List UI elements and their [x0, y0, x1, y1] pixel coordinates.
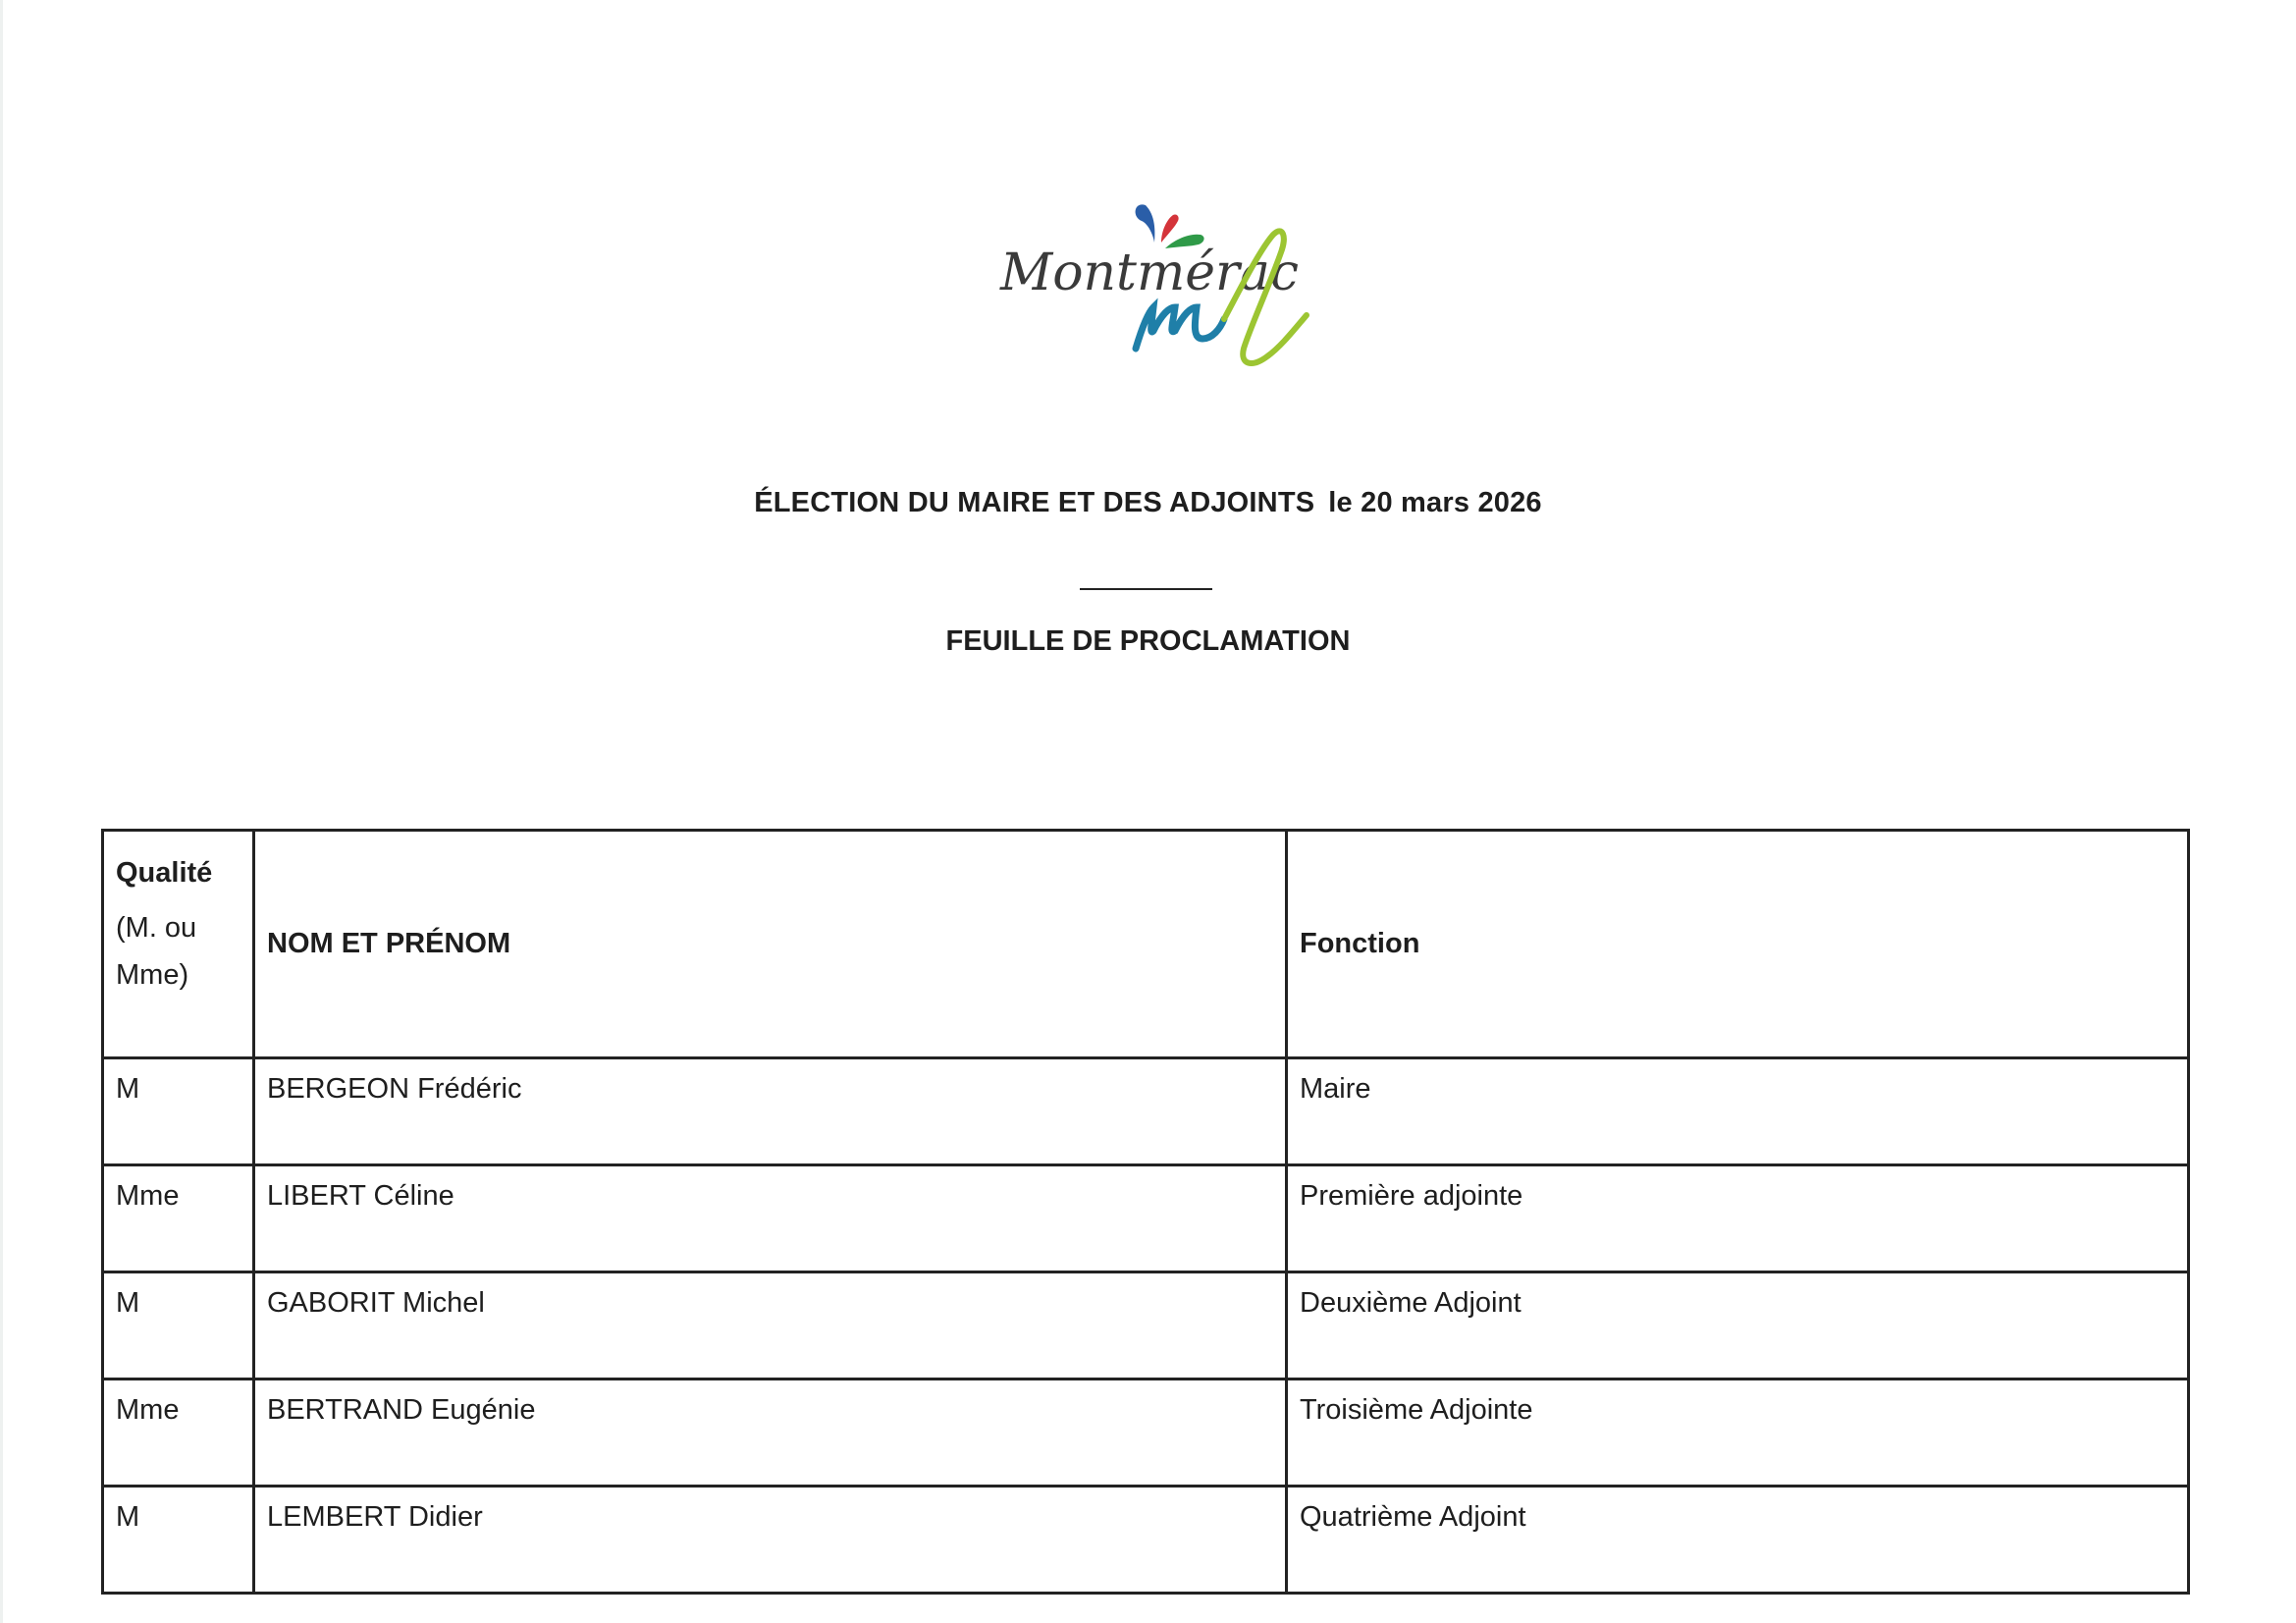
cell-qualite: M — [103, 1272, 254, 1380]
qualite-sub-line-1: (M. ou — [116, 912, 197, 944]
table-row — [103, 1058, 2189, 1165]
scan-edge — [0, 0, 3, 1623]
page-title — [0, 487, 2296, 519]
column-header-qualite — [103, 831, 254, 1058]
column-header-nom: NOM ET PRÉNOM — [254, 831, 1287, 1058]
cell-fonction: Maire — [1287, 1058, 2189, 1165]
column-header-fonction: Fonction — [1287, 831, 2189, 1058]
title-text: ÉLECTION DU MAIRE ET DES ADJOINTS — [754, 487, 1315, 518]
cell-nom: BERGEON Frédéric — [254, 1058, 1287, 1165]
logo-drop-red — [1161, 214, 1179, 243]
page-subtitle: FEUILLE DE PROCLAMATION — [945, 625, 1351, 657]
cell-qualite: Mme — [103, 1165, 254, 1272]
qualite-label: Qualité — [116, 857, 213, 889]
title-date: le 20 mars 2026 — [1328, 487, 1542, 518]
cell-fonction: Première adjointe — [1287, 1165, 2189, 1272]
cell-nom: LEMBERT Didier — [254, 1487, 1287, 1594]
cell-qualite: M — [103, 1058, 254, 1165]
table-row — [103, 1487, 2189, 1594]
montmerac-logo — [987, 191, 1320, 388]
logo-drop-blue — [1136, 204, 1155, 243]
table-row — [103, 1165, 2189, 1272]
cell-nom: LIBERT Céline — [254, 1165, 1287, 1272]
qualite-sub-line-2: Mme) — [116, 959, 189, 991]
table-header-row — [103, 831, 2189, 1058]
cell-qualite: M — [103, 1487, 254, 1594]
table-row — [103, 1380, 2189, 1487]
table-row — [103, 1272, 2189, 1380]
logo-monogram-m — [1136, 307, 1224, 349]
cell-qualite: Mme — [103, 1380, 254, 1487]
cell-fonction: Deuxième Adjoint — [1287, 1272, 2189, 1380]
cell-fonction: Troisième Adjointe — [1287, 1380, 2189, 1487]
logo-wordmark: Montmérac — [1000, 243, 1300, 302]
cell-nom: GABORIT Michel — [254, 1272, 1287, 1380]
cell-nom: BERTRAND Eugénie — [254, 1380, 1287, 1487]
title-divider — [1080, 588, 1212, 590]
montmerac-logo-graphic — [987, 191, 1320, 388]
proclamation-table — [101, 829, 2190, 1595]
cell-fonction: Quatrième Adjoint — [1287, 1487, 2189, 1594]
